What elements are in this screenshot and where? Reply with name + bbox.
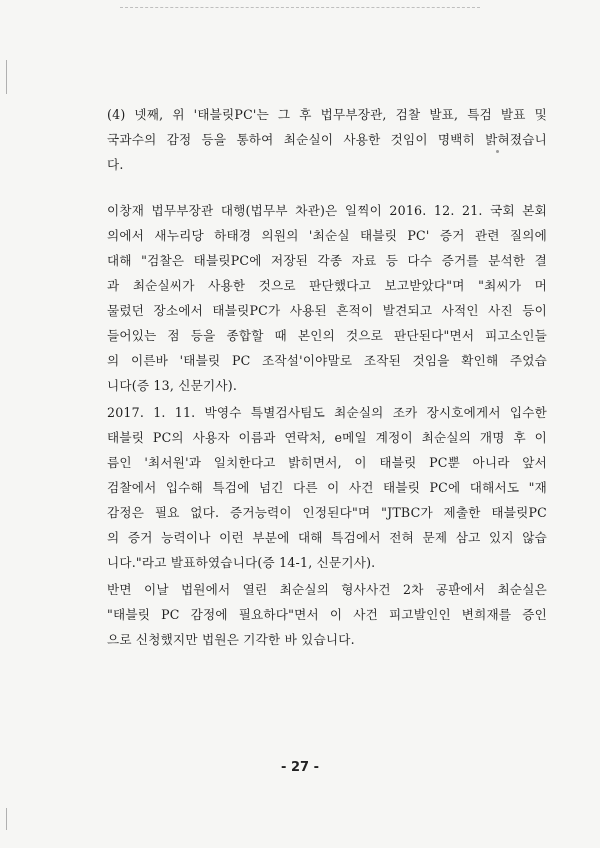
- scan-edge-mark: [6, 808, 7, 830]
- text-line: 감정은 필요 없다. 증거능력이 인정된다"며 "JTBC가 제출한 태블릿PC: [107, 505, 547, 520]
- paragraph-special-prosecutor: [107, 400, 547, 575]
- text-line: 물렀던 장소에서 태블릿PC가 사용된 흔적이 발견되고 사적인 사진 등이: [107, 303, 547, 318]
- text-line: 국과수의 감정 등을 통하여 최순실이 사용한 것임이 명백히 밝혀졌습니: [107, 132, 547, 147]
- text-line: 름인 '최서원'과 일치한다고 밝히면서, 이 태블릿 PC뿐 아니라 앞서: [107, 455, 547, 470]
- text-line: 과 최순실씨가 사용한 것으로 판단했다고 보고받았다"며 "최씨가 머: [107, 278, 547, 293]
- text-line: (4) 넷째, 위 '태블릿PC'는 그 후 법무부장관, 검찰 발표, 특검 발표 및: [107, 107, 547, 122]
- text-line: 의에서 새누리당 하태경 의원의 '최순실 태블릿 PC' 증거 관련 질의에: [107, 228, 547, 243]
- paragraph-trial: [107, 577, 547, 652]
- text-line: 의 증거 능력이나 이런 부분에 대해 특검에서 전혀 문제 삼고 있지 않습: [107, 530, 547, 545]
- text-line: 의 이른바 '태블릿 PC 조작설'이야말로 조작된 것임을 확인해 주었습: [107, 353, 547, 368]
- paragraph-gap: [107, 177, 547, 198]
- text-line: 반면 이날 법원에서 열린 최순실의 형사사건 2차 공판에서 최순실은: [107, 582, 547, 597]
- document-body: [107, 102, 547, 652]
- text-line: 니다(증 13, 신문기사).: [107, 378, 238, 393]
- text-line: 검찰에서 입수해 특검에 넘긴 다른 이 사건 태블릿 PC에 대해서도 "재: [107, 480, 547, 495]
- paragraph-4: [107, 102, 547, 177]
- text-line: "태블릿 PC 감정에 필요하다"면서 이 사건 피고발인인 변희재를 증인: [107, 607, 547, 622]
- text-line: 이창재 법무부장관 대행(법무부 차관)은 일찍이 2016. 12. 21. 국회 본회: [107, 203, 547, 218]
- text-line: 으로 신청했지만 법원은 기각한 바 있습니다.: [107, 632, 355, 647]
- text-line: 태블릿 PC의 사용자 이름과 연락처, e메일 계정이 최순실의 개명 후 이: [107, 430, 547, 445]
- scan-edge-mark: [6, 60, 7, 94]
- paragraph-minister-statement: [107, 198, 547, 398]
- text-line: 대해 "검찰은 태블릿PC에 저장된 각종 자료 등 다수 증거를 분석한 결: [107, 253, 547, 268]
- text-line: 니다."라고 발표하였습니다(증 14-1, 신문기사).: [107, 555, 376, 570]
- page-number: - 27 -: [281, 760, 319, 775]
- text-line: 2017. 1. 11. 박영수 특별검사팀도 최순실의 조카 장시호에게서 입수한: [107, 405, 547, 420]
- scan-artifact-top: [120, 7, 480, 8]
- text-line: 다.: [107, 157, 124, 172]
- text-line: 들어있는 점 등을 종합할 때 본인의 것으로 판단된다"면서 피고소인들: [107, 328, 547, 343]
